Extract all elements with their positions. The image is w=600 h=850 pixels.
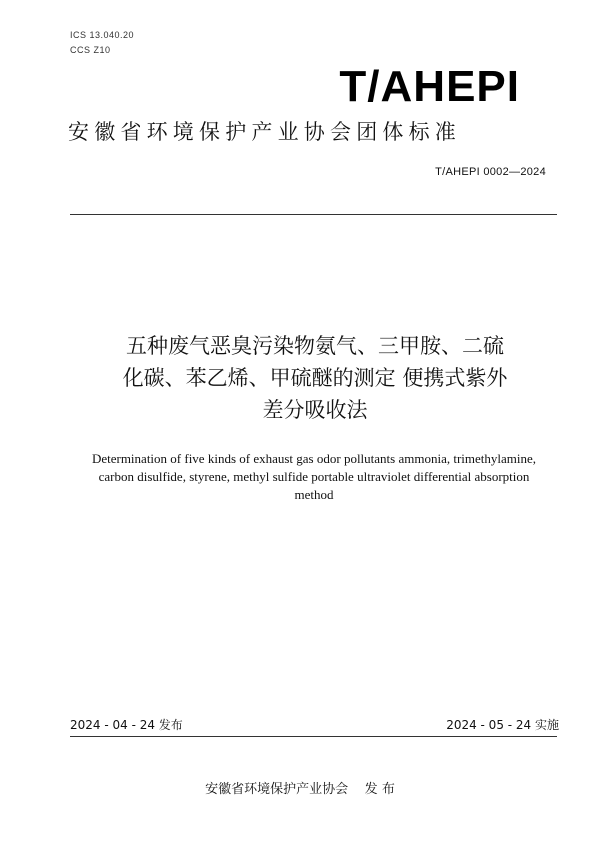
publication-date: 2024 - 04 - 24 发布 — [70, 718, 183, 732]
chinese-title — [70, 330, 560, 426]
chinese-title-line: 差分吸收法 — [262, 398, 368, 422]
ics-code: ICS 13.040.20 — [70, 30, 135, 40]
english-title-line: Determination of five kinds of exhaust gas odor pollutants ammonia, trimethylamine, — [91, 451, 537, 466]
organization-title: 安徽省环境保护产业协会团体标准 — [68, 120, 461, 144]
english-title-line: method — [294, 487, 334, 502]
standard-number: T/AHEPI 0002—2024 — [435, 166, 546, 178]
implementation-date: 2024 - 05 - 24 实施 — [446, 718, 559, 732]
english-title-line: carbon disulfide, styrene, methyl sulfide portable ultraviolet differential absorption — [98, 469, 530, 484]
chinese-title-line: 化碳、苯乙烯、甲硫醚的测定 便携式紫外 — [122, 366, 508, 390]
footer-divider — [70, 736, 557, 737]
ccs-code: CCS Z10 — [70, 45, 111, 55]
chinese-title-line: 五种废气恶臭污染物氨气、三甲胺、二硫 — [126, 334, 504, 358]
publisher-line: 安徽省环境保护产业协会 发 布 — [205, 782, 395, 797]
standard-logo: T/AHEPI — [339, 62, 520, 111]
english-title — [66, 450, 562, 504]
header-divider — [70, 214, 557, 215]
